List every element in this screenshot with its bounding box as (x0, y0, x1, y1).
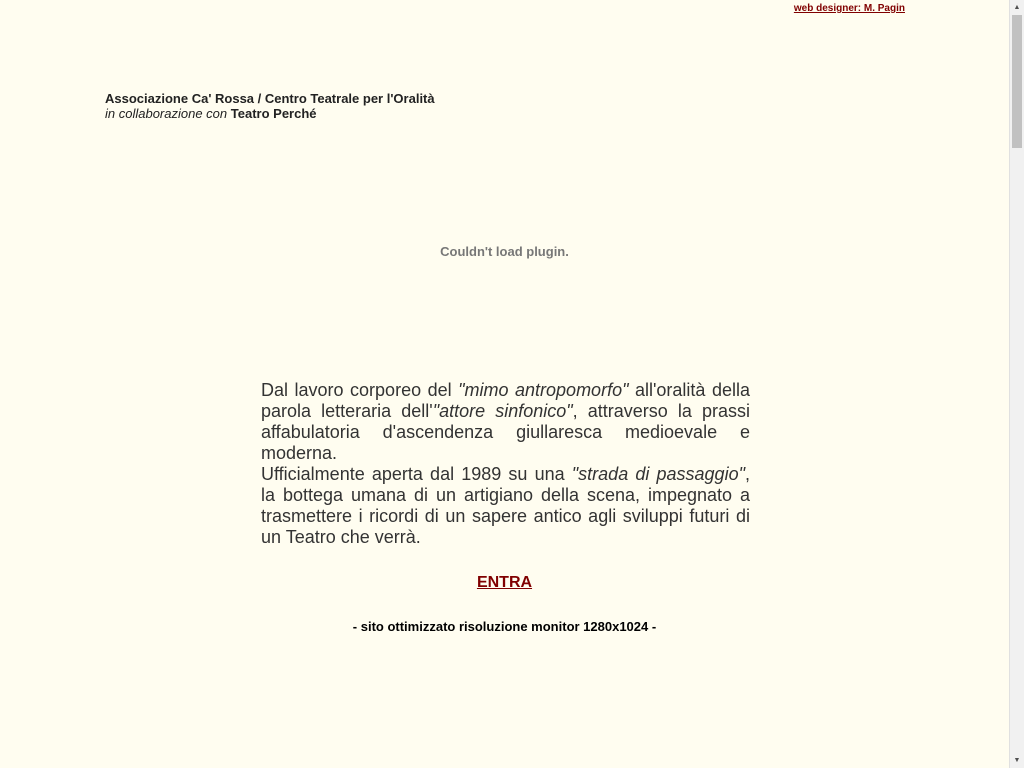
association-name: Associazione Ca' Rossa / Centro Teatrale per l'Oralità (105, 91, 435, 106)
plugin-error-message: Couldn't load plugin. (440, 244, 569, 259)
intro-text-segment: Dal lavoro corporeo del (261, 380, 459, 400)
vertical-scrollbar[interactable] (1009, 0, 1024, 768)
association-header (105, 91, 435, 121)
intro-text-segment: , attraverso la prassi affabulatoria d'ascendenza giullaresca medioevale e moderna. (261, 401, 751, 463)
enter-link[interactable]: ENTRA (476, 574, 533, 591)
intro-text-segment: all'oralità della parola letteraria dell' (261, 380, 750, 421)
resolution-note: - sito ottimizzato risoluzione monitor 1280x1024 - (352, 619, 657, 634)
partner-name: Teatro Perché (230, 106, 317, 121)
intro-quote-mimo: "mimo antropomorfo" (458, 380, 629, 400)
collaboration-prefix: in collaborazione con (105, 106, 228, 121)
collaboration-line (105, 106, 435, 121)
enter-link-container (0, 574, 1009, 592)
scroll-up-icon[interactable]: ▲ (1013, 4, 1021, 11)
scroll-down-icon[interactable]: ▼ (1013, 757, 1021, 764)
intro-text-segment: , la bottega umana di un artigiano della scena, impegnato a trasmettere i ricordi di un sapere antico agli sviluppi futuri di un Teatro che verrà. (261, 464, 750, 547)
intro-text-segment: Ufficialmente aperta dal 1989 su una (261, 464, 572, 484)
web-designer-link[interactable]: web designer: M. Pagin (793, 3, 905, 14)
intro-quote-strada: "strada di passaggio" (571, 464, 745, 484)
intro-paragraph-2 (261, 464, 750, 548)
scrollbar-thumb[interactable] (1012, 15, 1022, 148)
intro-paragraph-1 (261, 380, 750, 464)
intro-quote-attore: "attore sinfonico" (432, 401, 573, 421)
intro-text (261, 380, 750, 548)
